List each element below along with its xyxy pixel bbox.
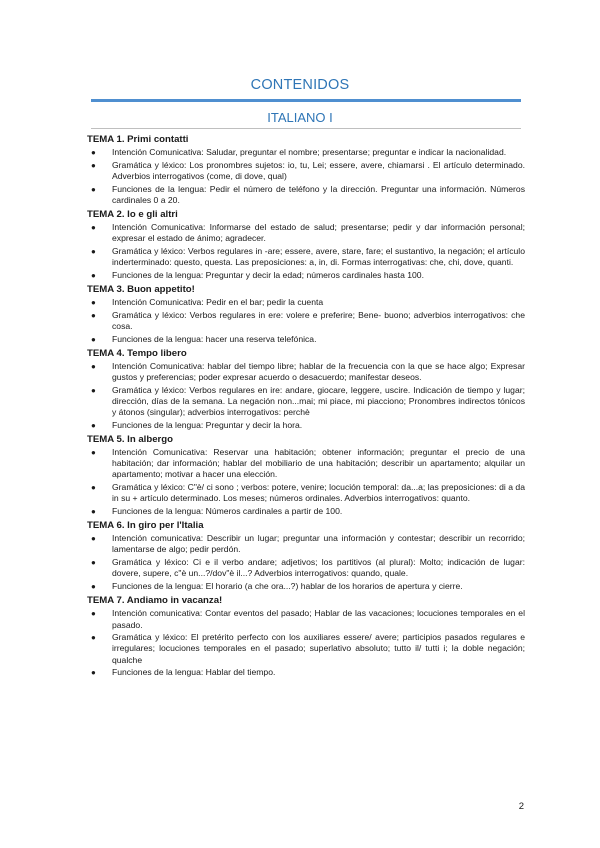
list-item <box>87 482 525 504</box>
list-item <box>87 147 525 158</box>
list-item-text: Funciones de la lengua: Preguntar y decir la hora. <box>112 419 303 430</box>
bullet-icon: ● <box>91 310 96 320</box>
tema-section <box>87 520 525 592</box>
list-item-text: Gramática y léxico: Verbos regulares in -are; essere, avere, stare, fare; el sustantivo, la negación; el artículo inderterminado: questo, questa. Las preposiciones: a, in, di. Formas interrogativas: che, chi, dove, quanti. <box>112 245 525 268</box>
bullet-icon: ● <box>91 385 96 395</box>
subtitle-divider <box>91 128 521 129</box>
bullet-icon: ● <box>91 270 96 280</box>
bullet-icon: ● <box>91 334 96 344</box>
tema-title: TEMA 1. Primi contatti <box>87 134 189 145</box>
bullet-icon: ● <box>91 558 96 568</box>
list-item-text: Gramática y léxico: Verbos regulares en ire: andare, giocare, leggere, uscire. Indicación de tiempo y lugar; dirección, días de la semana. La negación non...mai; mi piace, mi piacciono; Pronombres indirectos tónicos y átonos (singular); adverbios interrogativos: perchè <box>112 384 525 418</box>
bullet-icon: ● <box>91 534 96 544</box>
tema-section <box>87 434 525 517</box>
list-item <box>87 506 525 517</box>
tema-title: TEMA 3. Buon appetito! <box>87 284 195 296</box>
bullet-icon: ● <box>91 223 96 233</box>
tema-title: TEMA 4. Tempo libero <box>87 347 187 359</box>
tema-items <box>87 447 525 517</box>
list-item-text: Gramática y léxico: Ci e il verbo andare; adjetivos; los partitivos (al plural): Molto; indicación de lugar: dovere, supere, c"è un...?/dov"è il...? Adverbios interrogativos: quando, quale. <box>112 557 525 579</box>
bullet-icon: ● <box>91 507 96 517</box>
list-item-text: Funciones de la lengua: Pedir el número de teléfono y la dirección. Preguntar una información. Números cardinales 0 a 20. <box>112 183 525 205</box>
tema-section <box>87 348 525 431</box>
bullet-icon: ● <box>91 609 96 619</box>
list-item <box>87 184 525 206</box>
list-item <box>87 361 525 383</box>
list-item-text: Intención comunicativa: Contar eventos del pasado; Hablar de las vacaciones; locuciones temporales en el pasado. <box>112 608 525 630</box>
tema-title: TEMA 5. In albergo <box>87 434 173 446</box>
list-item-text: Intención comunicativa: Describir un lugar; preguntar una información y contestar; describir un recorrido; lamentarse de algo; pedir perdón. <box>112 533 525 555</box>
list-item <box>87 160 525 182</box>
bullet-icon: ● <box>91 298 96 308</box>
list-item <box>87 334 525 345</box>
list-item-text: Intención Comunicativa: Saludar, preguntar el nombre; presentarse; preguntar e indicar la nacionalidad. <box>112 147 507 157</box>
list-item-text: Gramática y léxico: C"è/ ci sono ; verbos: potere, venire; locución temporal: da...a; las preposiciones: di a da in su + artículo determinado. Los meses; números ordinales. Adverbios interrogativos: quanto. <box>112 482 525 504</box>
page-title: CONTENIDOS <box>250 77 350 93</box>
bullet-icon: ● <box>91 160 96 170</box>
page-number: 2 <box>518 801 524 812</box>
bullet-icon: ● <box>91 148 96 157</box>
bullet-icon: ● <box>91 582 96 592</box>
list-item <box>87 222 525 244</box>
tema-section <box>87 134 525 206</box>
bullet-icon: ● <box>91 420 96 430</box>
tema-section <box>87 209 525 281</box>
title-divider <box>91 99 521 102</box>
list-item-text: Funciones de la lengua: Hablar del tiempo. <box>112 667 276 678</box>
list-item-text: Intención Comunicativa: hablar del tiempo libre; hablar de la frecuencia con la que se hace algo; Expresar gustos y preferencias; poder expresar acuerdo o desacuerdo; manifestar deseos. <box>112 360 525 383</box>
bullet-icon: ● <box>91 668 96 678</box>
tema-title: TEMA 7. Andiamo in vacanza! <box>87 595 223 607</box>
bullet-icon: ● <box>91 361 96 371</box>
bullet-icon: ● <box>91 633 96 643</box>
list-item-text: Funciones de la lengua: hacer una reserva telefónica. <box>112 333 317 344</box>
list-item <box>87 632 525 666</box>
list-item <box>87 270 525 281</box>
list-item <box>87 667 525 678</box>
tema-title: TEMA 2. Io e gli altri <box>87 209 178 221</box>
list-item-text: Gramática y léxico: Los pronombres sujetos: io, tu, Lei; essere, avere, chiamarsi . El artículo determinado. Adverbios interrogativos (come, di dove, qual) <box>112 159 525 181</box>
list-item-text: Intención Comunicativa: Pedir en el bar; pedir la cuenta <box>112 297 324 308</box>
list-item <box>87 557 525 579</box>
tema-items <box>87 361 525 431</box>
tema-section <box>87 284 525 345</box>
tema-items <box>87 297 525 345</box>
bullet-icon: ● <box>91 448 96 458</box>
tema-section <box>87 595 525 678</box>
list-item <box>87 246 525 268</box>
list-item-text: Funciones de la lengua: Preguntar y decir la edad; números cardinales hasta 100. <box>112 269 424 280</box>
contents-list <box>87 134 525 682</box>
list-item-text: Gramática y léxico: Verbos regulares in ere: volere e preferire; Bene- buono; adverbios interrogativos: che cosa. <box>112 309 525 331</box>
list-item-text: Funciones de la lengua: El horario (a che ora...?) hablar de los horarios de apertura y cierre. <box>112 581 463 592</box>
list-item <box>87 447 525 481</box>
list-item <box>87 385 525 419</box>
bullet-icon: ● <box>91 246 96 256</box>
tema-items <box>87 608 525 678</box>
bullet-icon: ● <box>91 184 96 194</box>
list-item <box>87 581 525 592</box>
list-item-text: Gramática y léxico: El pretérito perfecto con los auxiliares essere/ avere; participios pasados regulares e irregulares; locuciones temporales en el pasado; superlativo absoluto; tutto il/ tutti i; la doble negación; qualche <box>112 632 525 665</box>
tema-items <box>87 533 525 592</box>
list-item-text: Intención Comunicativa: Informarse del estado de salud; presentarse; pedir y dar información personal; expresar el estado de ánimo; agradecer. <box>112 222 525 244</box>
list-item <box>87 608 525 630</box>
list-item <box>87 310 525 332</box>
tema-items <box>87 147 525 206</box>
list-item-text: Intención Comunicativa: Reservar una habitación; obtener información; preguntar el precio de una habitación; dar información; hablar del mobiliario de una habitación; describir un apartamento; alquilar un apartamento; motivar a hacer una elección. <box>112 447 525 480</box>
page-subtitle: ITALIANO I <box>267 110 333 125</box>
list-item <box>87 420 525 431</box>
tema-items <box>87 222 525 281</box>
list-item <box>87 297 525 308</box>
list-item-text: Funciones de la lengua: Números cardinales a partir de 100. <box>112 506 343 517</box>
bullet-icon: ● <box>91 483 96 493</box>
tema-title: TEMA 6. In giro per l'Italia <box>87 520 204 532</box>
list-item <box>87 533 525 555</box>
